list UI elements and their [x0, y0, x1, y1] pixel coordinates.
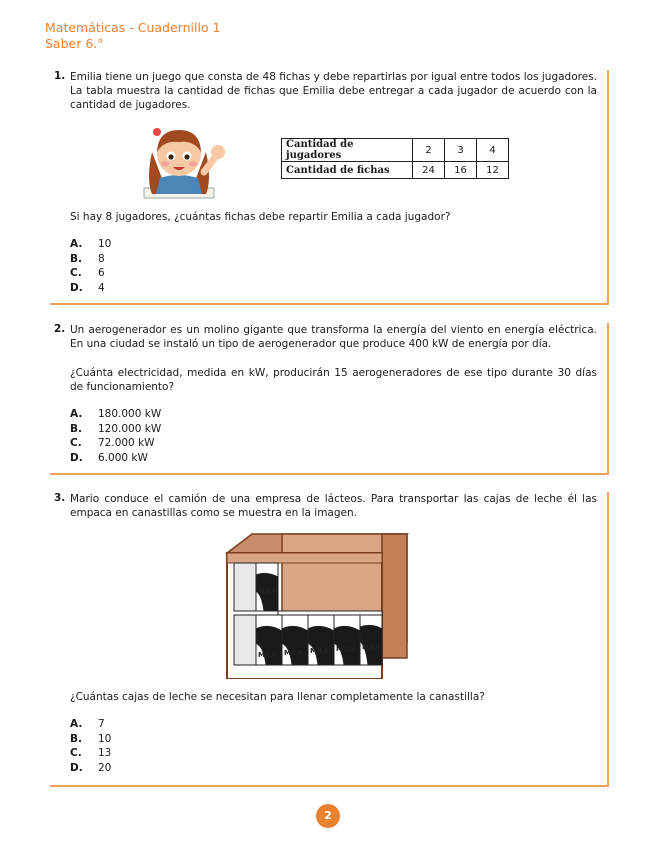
question-3-text: Mario conduce el camión de una empresa de lácteos. Para transportar las cajas de leche él las empaca en canastillas como se muestra en la imagen. [70, 493, 597, 519]
table-cell: 16 [445, 162, 477, 179]
option-d[interactable]: D. 4 [70, 281, 105, 294]
milk-label: MILK [258, 651, 278, 659]
question-3-options [70, 717, 111, 775]
milk-label: MILK [310, 647, 330, 655]
question-2 [50, 323, 609, 475]
question-3 [50, 492, 609, 787]
option-a[interactable]: A. 10 [70, 238, 112, 250]
page-header [45, 20, 221, 52]
table-row [282, 139, 509, 162]
question-1-prompt: Si hay 8 jugadores, ¿cuántas fichas debe repartir Emilia a cada jugador? [70, 211, 451, 223]
option-c[interactable]: C. 6 [70, 267, 105, 279]
question-3-prompt: ¿Cuántas cajas de leche se necesitan para llenar completamente la canastilla? [70, 691, 485, 703]
question-2-text: Un aerogenerador es un molino gigante que transforma la energía del viento en energía eléctrica. En una ciudad se instaló un tipo de aerogenerador que produce 400 kW de energía por día. [70, 324, 597, 350]
players-chips-table [281, 138, 509, 179]
question-2-prompt: ¿Cuánta electricidad, medida en kW, producirán 15 aerogeneradores de ese tipo durante 30 días de funcionamiento? [70, 367, 597, 393]
table-cell: 2 [413, 139, 445, 162]
option-b[interactable]: B. 120.000 kW [70, 422, 162, 435]
table-cell: 24 [413, 162, 445, 179]
milk-crate-illustration [222, 529, 412, 679]
page-number: 2 [316, 804, 340, 828]
table-row-label: Cantidad de fichas [282, 162, 413, 179]
option-c[interactable]: C. 13 [70, 747, 112, 759]
option-a[interactable]: A. 180.000 kW [70, 408, 162, 420]
option-b[interactable]: B. 8 [70, 252, 105, 265]
question-1-number: 1. [54, 70, 66, 82]
table-cell: 4 [477, 139, 509, 162]
milk-label: MILK [362, 643, 382, 651]
question-1-text: Emilia tiene un juego que consta de 48 fichas y debe repartirlas por igual entre todos los jugadores. La tabla muestra la cantidad de fichas que Emilia debe entregar a cada jugador de acuerdo con la cantidad de jugadores. [70, 71, 597, 111]
girl-illustration [138, 120, 238, 202]
milk-label: MILK [258, 587, 278, 595]
table-cell: 3 [445, 139, 477, 162]
option-d[interactable]: D. 20 [70, 761, 112, 774]
question-2-number: 2. [54, 323, 66, 335]
question-1 [50, 70, 609, 305]
question-2-options [70, 407, 161, 465]
option-d[interactable]: D. 6.000 kW [70, 451, 148, 464]
table-row [282, 162, 509, 179]
table-cell: 12 [477, 162, 509, 179]
milk-label: MILK [336, 645, 356, 653]
header-level: Saber 6.° [45, 36, 104, 51]
question-3-number: 3. [54, 492, 66, 504]
option-a[interactable]: A. 7 [70, 718, 105, 730]
option-b[interactable]: B. 10 [70, 732, 112, 745]
milk-label: MILK [284, 649, 304, 657]
header-subject: Matemáticas - Cuadernillo 1 [45, 20, 221, 35]
question-1-options [70, 237, 111, 295]
table-row-label: Cantidad de jugadores [282, 139, 413, 162]
option-c[interactable]: C. 72.000 kW [70, 437, 155, 449]
